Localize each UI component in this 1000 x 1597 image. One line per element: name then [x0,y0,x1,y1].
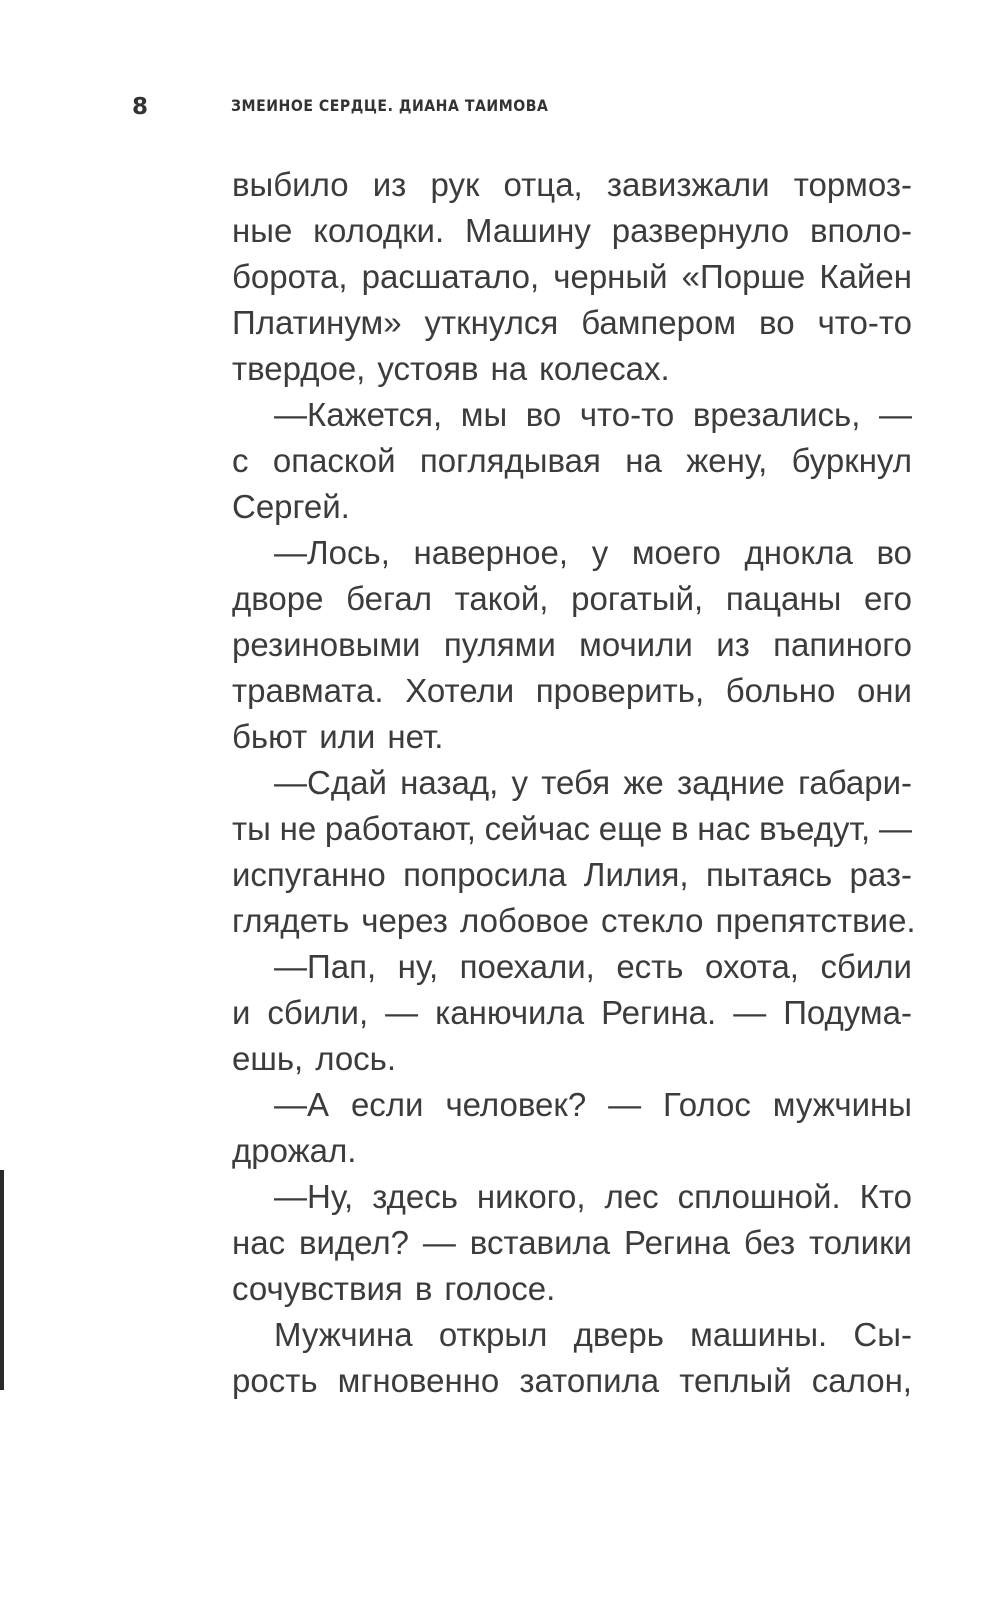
text-line: борота, расшатало, черный «Порше Кайен [232,258,912,295]
text-line: и сбили, — канючила Регина. — Подума- [232,994,912,1031]
text-line: испуганно попросила Лилия, пытаясь раз- [232,856,912,893]
text-line: травмата. Хотели проверить, больно они [232,672,912,709]
text-line: ешь, лось. [232,1040,397,1077]
text-line: —Сдай назад, у тебя же задние габари- [274,764,912,801]
text-line: —Пап, ну, поехали, есть охота, сбили [274,948,912,985]
book-title-header: ЗМЕИНОЕ СЕРДЦЕ. ДИАНА ТАИМОВА [231,96,549,115]
text-line: рость мгновенно затопила теплый салон, [232,1362,912,1399]
text-line: сочувствия в голосе. [232,1270,556,1307]
text-line: нас видел? — вставила Регина без толики [232,1224,912,1261]
text-line: с опаской поглядывая на жену, буркнул [232,442,912,479]
page-number: 8 [132,94,149,120]
running-head [132,94,912,130]
text-line: дрожал. [232,1132,357,1169]
text-line: ные колодки. Машину развернуло вполо- [232,212,912,249]
text-line: ты не работают, сейчас еще в нас въедут, — [232,810,912,847]
text-line: твердое, устояв на колесах. [232,350,670,387]
text-line: выбило из рук отца, завизжали тормоз- [232,166,912,203]
text-line: —Кажется, мы во что-то врезались, — [274,396,912,433]
text-line: бьют или нет. [232,718,444,755]
text-line: Сергей. [232,488,350,525]
text-line: —Лось, наверное, у моего днокла во [274,534,912,571]
text-line: глядеть через лобовое стекло препятствие. [232,902,916,939]
text-line: резиновыми пулями мочили из папиного [232,626,912,663]
text-line: —Ну, здесь никого, лес сплошной. Кто [274,1178,912,1215]
text-line: дворе бегал такой, рогатый, пацаны его [232,580,912,617]
text-line: Мужчина открыл дверь машины. Сы- [274,1316,912,1353]
text-line: —А если человек? — Голос мужчины [274,1086,912,1123]
body-text [232,162,916,1404]
page-edge-mark [0,1170,4,1390]
text-line: Платинум» уткнулся бампером во что-то [232,304,912,341]
